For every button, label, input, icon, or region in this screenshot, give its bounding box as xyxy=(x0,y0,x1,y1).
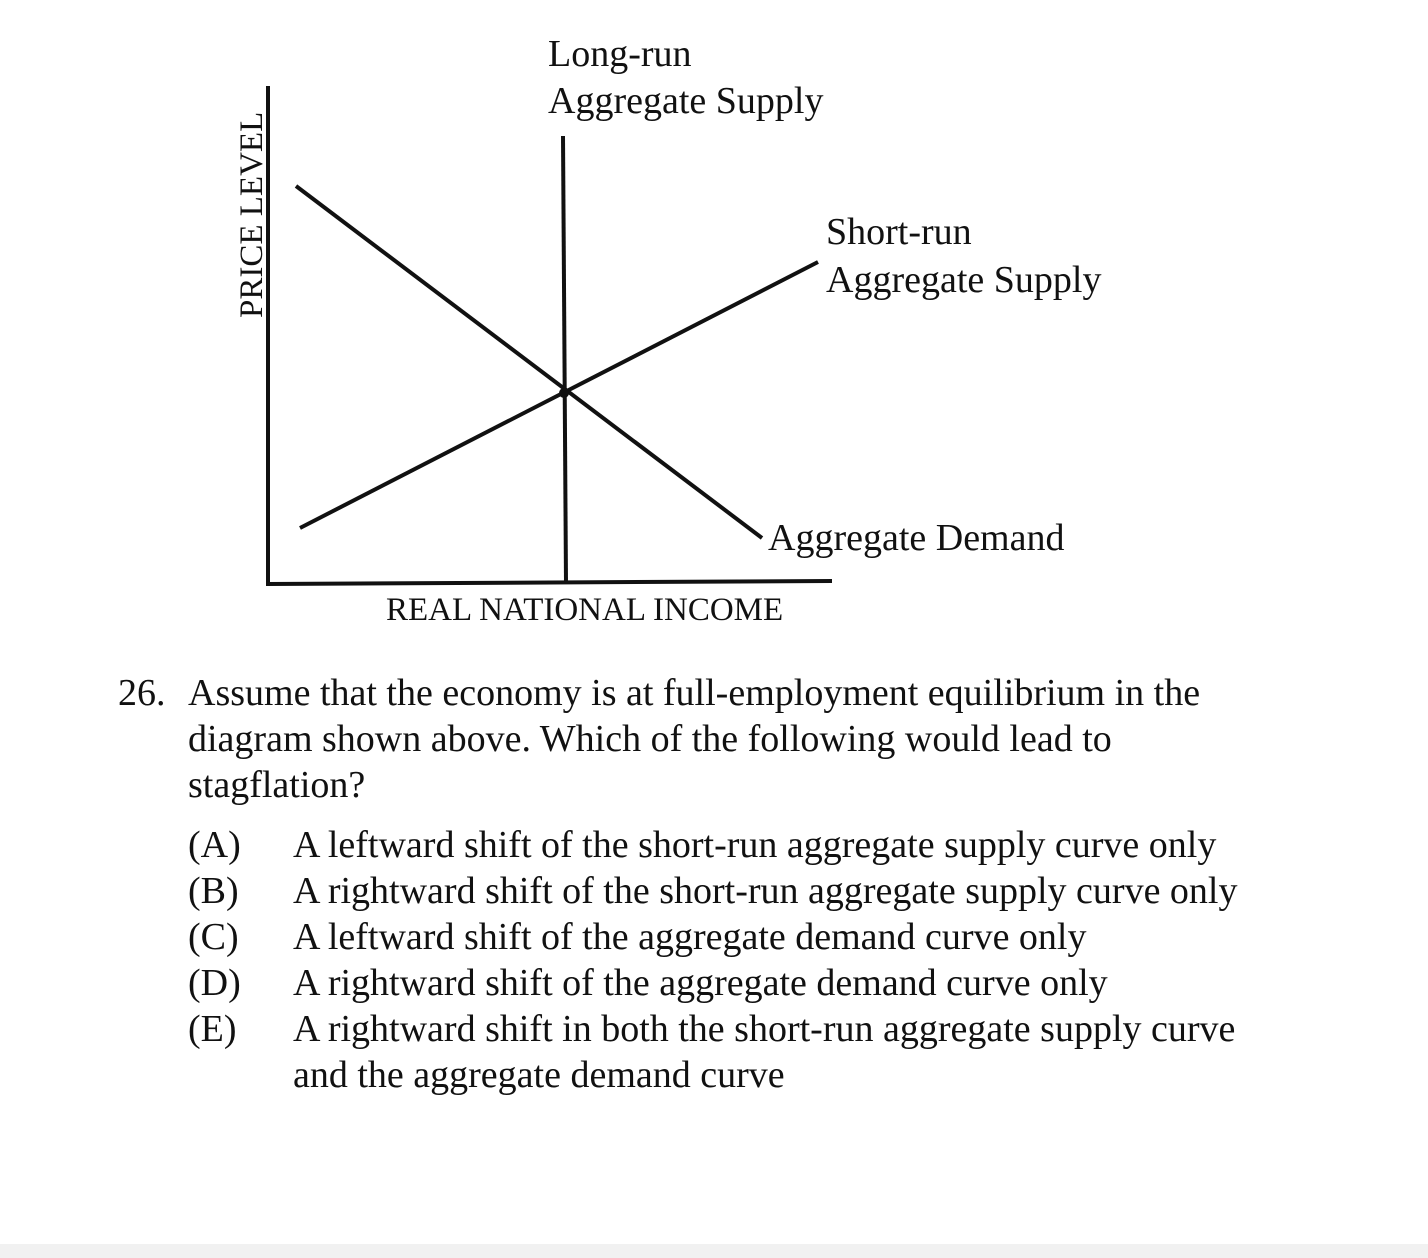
x-axis-label: REAL NATIONAL INCOME xyxy=(386,592,784,628)
y-axis-label: PRICE LEVEL xyxy=(234,111,270,318)
choice-d-letter: (D) xyxy=(188,962,241,1004)
choice-b-letter: (B) xyxy=(188,870,239,912)
choice-c-text: A leftward shift of the aggregate demand curve only xyxy=(293,916,1087,958)
choice-e-letter: (E) xyxy=(188,1008,237,1050)
question-text: Assume that the economy is at full-employment equilibrium in the diagram shown above. Which of the following would lead to stagflation? xyxy=(188,672,1201,806)
choice-e xyxy=(188,1006,1238,1098)
choice-e-text: A rightward shift in both the short-run aggregate supply curve and the aggregate demand curve xyxy=(293,1008,1236,1096)
choice-b-text: A rightward shift of the short-run aggregate supply curve only xyxy=(293,870,1238,912)
question-number: 26. xyxy=(118,672,166,714)
long-run-aggregate-supply-line xyxy=(563,136,566,584)
choice-b xyxy=(188,868,1238,914)
choice-c-letter: (C) xyxy=(188,916,239,958)
choice-a xyxy=(188,822,1238,868)
aggregate-demand-line xyxy=(296,186,762,538)
equilibrium-point xyxy=(559,388,569,398)
choice-a-text: A leftward shift of the short-run aggregate supply curve only xyxy=(293,824,1217,866)
choice-c xyxy=(188,914,1238,960)
choice-d-text: A rightward shift of the aggregate demand curve only xyxy=(293,962,1108,1004)
answer-choices xyxy=(188,822,1238,1098)
question-26 xyxy=(118,670,1238,1098)
choice-a-letter: (A) xyxy=(188,824,241,866)
lras-label-line-2: Aggregate Supply xyxy=(548,80,824,122)
sras-label-line-2: Aggregate Supply xyxy=(826,259,1102,301)
lras-label-line-1: Long-run xyxy=(548,33,692,75)
x-axis xyxy=(268,581,832,584)
ad-label: Aggregate Demand xyxy=(768,517,1065,559)
sras-label-line-1: Short-run xyxy=(826,211,972,253)
short-run-aggregate-supply-line xyxy=(300,262,818,528)
choice-d xyxy=(188,960,1238,1006)
page-bottom-edge xyxy=(0,1244,1428,1258)
